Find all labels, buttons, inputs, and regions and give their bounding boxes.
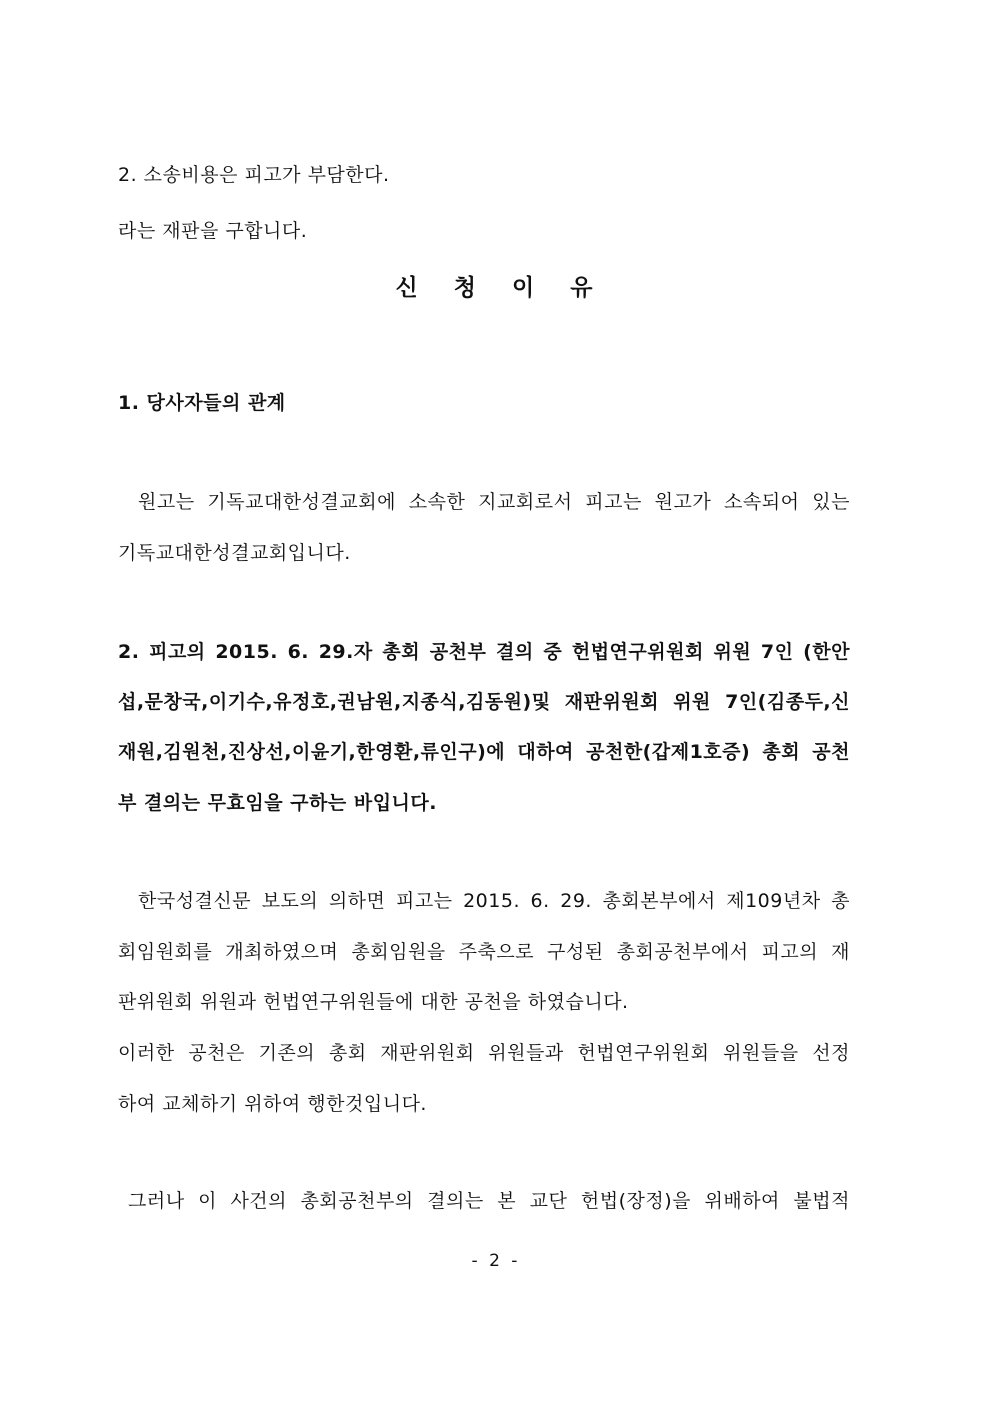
section-title: 신 청 이 유: [395, 275, 607, 301]
claim-closing: 라는 재판을 구합니다.: [118, 220, 308, 242]
heading-parties: 1. 당사자들의 관계: [118, 392, 286, 414]
page-number: - 2 -: [471, 1251, 521, 1271]
paragraph-line: 한국성결신문 보도의 의하면 피고는 2015. 6. 29. 총회본부에서 제109년차 총: [138, 890, 850, 912]
paragraph-line: 이러한 공천은 기존의 총회 재판위원회 위원들과 헌법연구위원회 위원들을 선정: [118, 1042, 850, 1064]
claim-item-2: 2. 소송비용은 피고가 부담한다.: [118, 164, 390, 186]
heading-line: 2. 피고의 2015. 6. 29.자 총회 공천부 결의 중 헌법연구위원회 위원 7인 (한안: [118, 641, 850, 663]
paragraph-line: 기독교대한성결교회입니다.: [118, 542, 351, 564]
paragraph-line: 하여 교체하기 위하여 행한것입니다.: [118, 1093, 427, 1115]
paragraph-line: 회임원회를 개최하였으며 총회임원을 주축으로 구성된 총회공천부에서 피고의 재: [118, 941, 850, 963]
heading-line: 부 결의는 무효임을 구하는 바입니다.: [118, 792, 437, 814]
heading-line: 섭,문창국,이기수,유정호,권남원,지종식,김동원)및 재판위원회 위원 7인(김종두,신: [118, 691, 850, 713]
heading-line: 재원,김원천,진상선,이윤기,한영환,류인구)에 대하여 공천한(갑제1호증) 총회 공천: [118, 741, 850, 763]
paragraph-line: 판위원회 위원과 헌법연구위원들에 대한 공천을 하였습니다.: [118, 991, 629, 1013]
paragraph-line: 그러나 이 사건의 총회공천부의 결의는 본 교단 헌법(장정)을 위배하여 불법적: [128, 1190, 850, 1212]
paragraph-line: 원고는 기독교대한성결교회에 소속한 지교회로서 피고는 원고가 소속되어 있는: [138, 491, 850, 513]
